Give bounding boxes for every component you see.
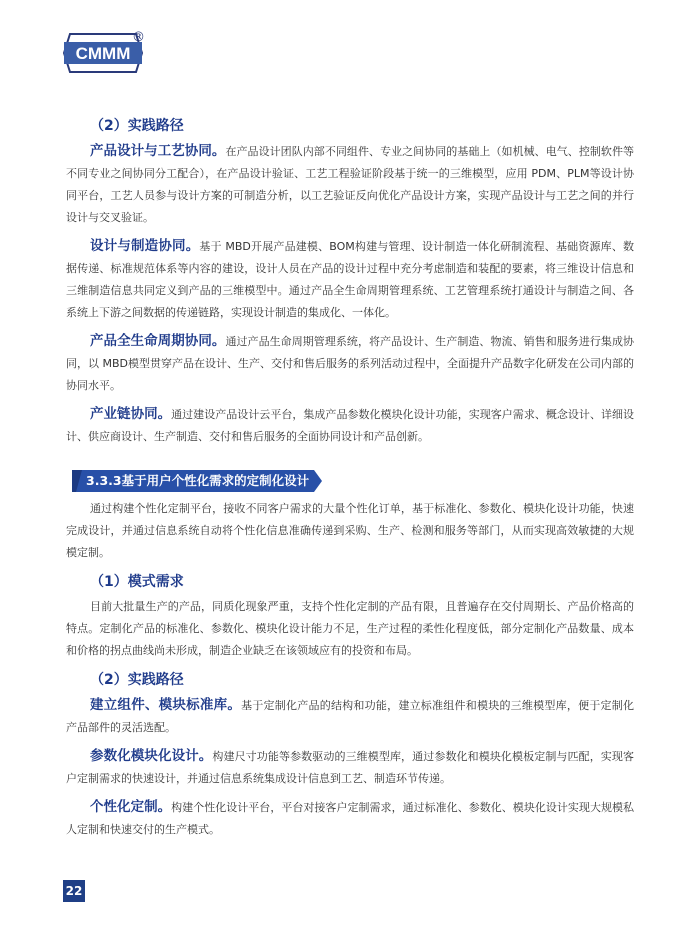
paragraph-parametric-design <box>66 745 634 790</box>
paragraph-personalized-customization <box>66 796 634 841</box>
paragraph-lead: 个性化定制。 <box>90 799 172 815</box>
paragraph-lead: 产品设计与工艺协同。 <box>90 143 226 159</box>
section-heading-mode-demand: （1）模式需求 <box>90 574 184 590</box>
paragraph-mode-demand: 目前大批量生产的产品，同质化现象严重，支持个性化定制的产品有限，且普遍存在交付周期长、产品价格高的特点。定制化产品的标准化、参数化、模块化设计能力不足，生产过程的柔性化程度低，部分定制化产品数量、成本和价格的拐点曲线尚未形成，制造企业缺乏在该领域应有的投资和布局。 <box>66 600 634 657</box>
paragraph-lead: 产品全生命周期协同。 <box>90 333 226 349</box>
paragraph-body: 基于定制化产品的结构和功能，建立标准组件和模块的三维模型库，便于定制化产品部件的灵活选配。 <box>66 699 635 734</box>
paragraph-body: 在产品设计团队内部不同组件、专业之间协同的基础上（如机械、电气、控制软件等不同专业之间协同分工配合），在产品设计验证、工艺工程验证阶段基于统一的三维模型，应用 PDM、PLM等设计协同平台，工艺人员参与设计方案的可制造分析，以工艺验证反向优化产品设计方案，实现产品设计与工艺之间的并行设计与交叉验证。 <box>66 145 634 224</box>
paragraph-design-process-collab <box>66 140 634 229</box>
paragraph-lead: 产业链协同。 <box>90 406 172 422</box>
paragraph-design-manufacture-collab <box>66 235 634 324</box>
paragraph-customization-intro: 通过构建个性化定制平台，接收不同客户需求的大量个性化订单，基于标准化、参数化、模块化设计功能，快速完成设计，并通过信息系统自动将个性化信息准确传递到采购、生产、检测和服务等部门，从而实现高效敏捷的大规模定制。 <box>66 502 634 559</box>
page-content <box>66 112 634 841</box>
section-title-customization: 3.3.3基于用户个性化需求的定制化设计 <box>86 473 310 488</box>
paragraph-lead: 设计与制造协同。 <box>90 238 200 254</box>
paragraph-body: 基于 MBD开展产品建模、BOM构建与管理、设计制造一体化研制流程、基础资源库、数据传递、标准规范体系等内容的建设，设计人员在产品的设计过程中充分考虑制造和装配的要素，将三维设计信息和三维制造信息共同定义到产品的三维模型中。通过产品全生命周期管理系统、工艺管理系统打通设计与制造之间、各系统上下游之间数据的传递链路，实现设计制造的集成化、一体化。 <box>66 240 635 319</box>
paragraph-lead: 建立组件、模块标准库。 <box>90 697 242 713</box>
paragraph-body: 通过建设产品设计云平台，集成产品参数化模块化设计功能，实现客户需求、概念设计、详细设计、供应商设计、生产制造、交付和售后服务的全面协同设计和产品创新。 <box>66 408 635 443</box>
paragraph-lead: 参数化模块化设计。 <box>90 748 213 764</box>
paragraph-body: 构建尺寸功能等参数驱动的三维模型库，通过参数化和模块化模板定制与匹配，实现客户定制需求的快速设计，并通过信息系统集成设计信息到工艺、制造环节传递。 <box>66 750 635 785</box>
paragraph-standard-library <box>66 694 634 739</box>
logo-text: CMMM <box>75 44 131 63</box>
section-heading-practice-path: （2）实践路径 <box>90 118 184 134</box>
paragraph-lifecycle-collab <box>66 330 634 397</box>
paragraph-body: 构建个性化设计平台，平台对接客户定制需求，通过标准化、参数化、模块化设计实现大规模私人定制和快速交付的生产模式。 <box>66 801 635 836</box>
section-heading-practice-path-2: （2）实践路径 <box>90 672 184 688</box>
registered-mark: ® <box>132 30 145 45</box>
paragraph-body: 通过产品生命周期管理系统，将产品设计、生产制造、物流、销售和服务进行集成协同，以 MBD模型贯穿产品在设计、生产、交付和售后服务的系列活动过程中，全面提升产品数字化研发在公司内部的协同水平。 <box>66 335 635 392</box>
page-number: 22 <box>63 880 85 902</box>
paragraph-industry-chain-collab <box>66 403 634 448</box>
section-banner <box>66 448 634 498</box>
